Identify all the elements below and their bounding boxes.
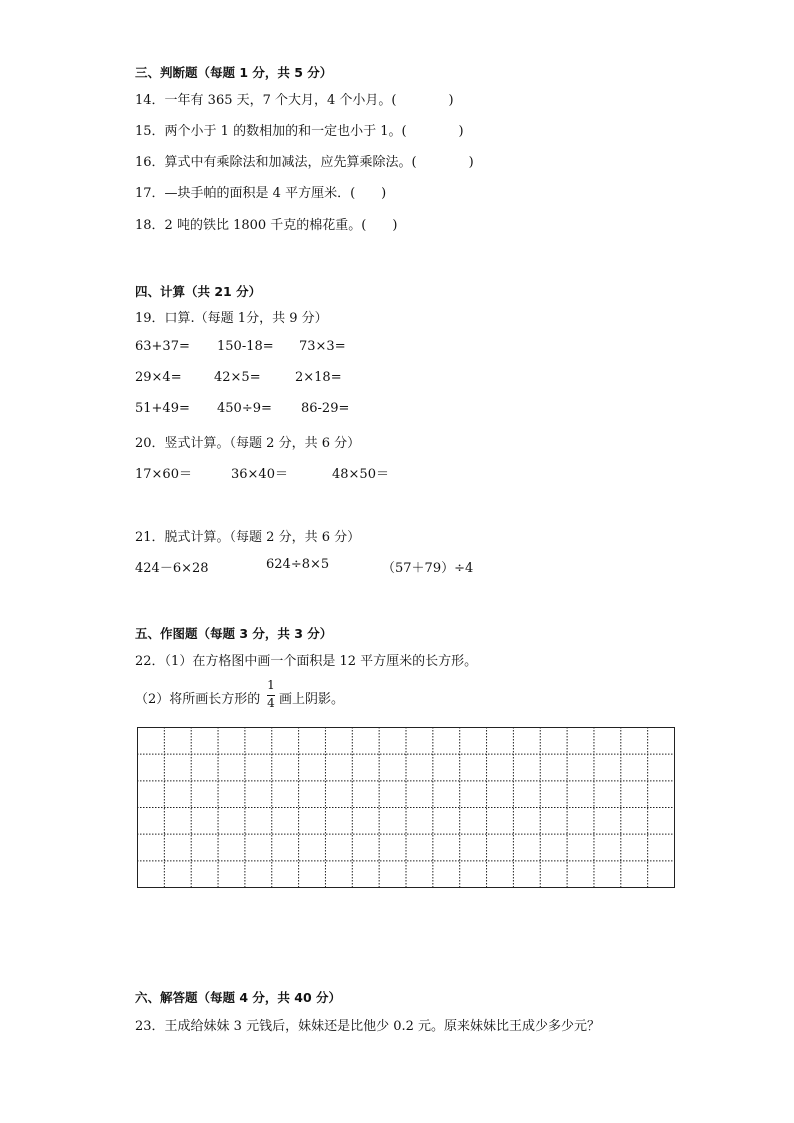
- oral-calc-item: 73×3=: [299, 339, 346, 354]
- question-21-title: 21．脱式计算。（每题 2 分，共 6 分）: [135, 530, 361, 545]
- question-22-part1: 22．（1）在方格图中画一个面积是 12 平方厘米的长方形。: [135, 654, 478, 669]
- vertical-calc-item: 17×60＝: [135, 467, 192, 482]
- oral-calc-item: 450÷9=: [217, 401, 272, 416]
- oral-calc-item: 150-18=: [217, 339, 274, 354]
- question-14: 14．一年有 365 天，7 个大月，4 个小月。( ): [135, 93, 454, 108]
- question-23: 23．王成给妹妹 3 元钱后，妹妹还是比他少 0.2 元。原来妹妹比王成少多少元？: [135, 1019, 601, 1034]
- square-grid[interactable]: [137, 727, 675, 888]
- question-19-title: 19．口算.（每题 1分，共 9 分）: [135, 311, 328, 326]
- oral-calc-item: 86-29=: [301, 401, 350, 416]
- section4-title: 四、计算（共 21 分）: [135, 284, 262, 299]
- vertical-calc-item: 36×40＝: [231, 467, 288, 482]
- oral-calc-item: 29×4=: [135, 370, 182, 385]
- oral-calc-item: 63+37=: [135, 339, 190, 354]
- vertical-calc-item: 48×50＝: [332, 467, 389, 482]
- question-22-part2-suffix: 画上阴影。: [279, 692, 345, 707]
- stepwise-calc-item: 624÷8×5: [266, 557, 330, 572]
- question-15: 15．两个小于 1 的数相加的和一定也小于 1。( ): [135, 124, 464, 139]
- question-16: 16．算式中有乘除法和加减法，应先算乘除法。( ): [135, 155, 474, 170]
- fraction-numerator: 1: [267, 678, 275, 692]
- oral-calc-item: 2×18=: [295, 370, 342, 385]
- oral-calc-item: 51+49=: [135, 401, 190, 416]
- question-18: 18．2 吨的铁比 1800 千克的棉花重。( ): [135, 218, 398, 233]
- question-22-part2-prefix: （2）将所画长方形的: [135, 692, 261, 707]
- stepwise-calc-item: 424－6×28: [135, 561, 209, 576]
- oral-calc-item: 42×5=: [214, 370, 261, 385]
- fraction-denominator: 4: [267, 696, 275, 710]
- section5-title: 五、作图题（每题 3 分，共 3 分）: [135, 626, 333, 641]
- stepwise-calc-item: （57＋79）÷4: [382, 561, 474, 576]
- grid-canvas[interactable]: [137, 727, 675, 888]
- section6-title: 六、解答题（每题 4 分，共 40 分）: [135, 990, 342, 1005]
- section3-title: 三、判断题（每题 1 分，共 5 分）: [135, 65, 333, 80]
- question-20-title: 20．竖式计算。（每题 2 分，共 6 分）: [135, 436, 361, 451]
- question-17: 17．—块手帕的面积是 4 平方厘米．( ): [135, 186, 387, 201]
